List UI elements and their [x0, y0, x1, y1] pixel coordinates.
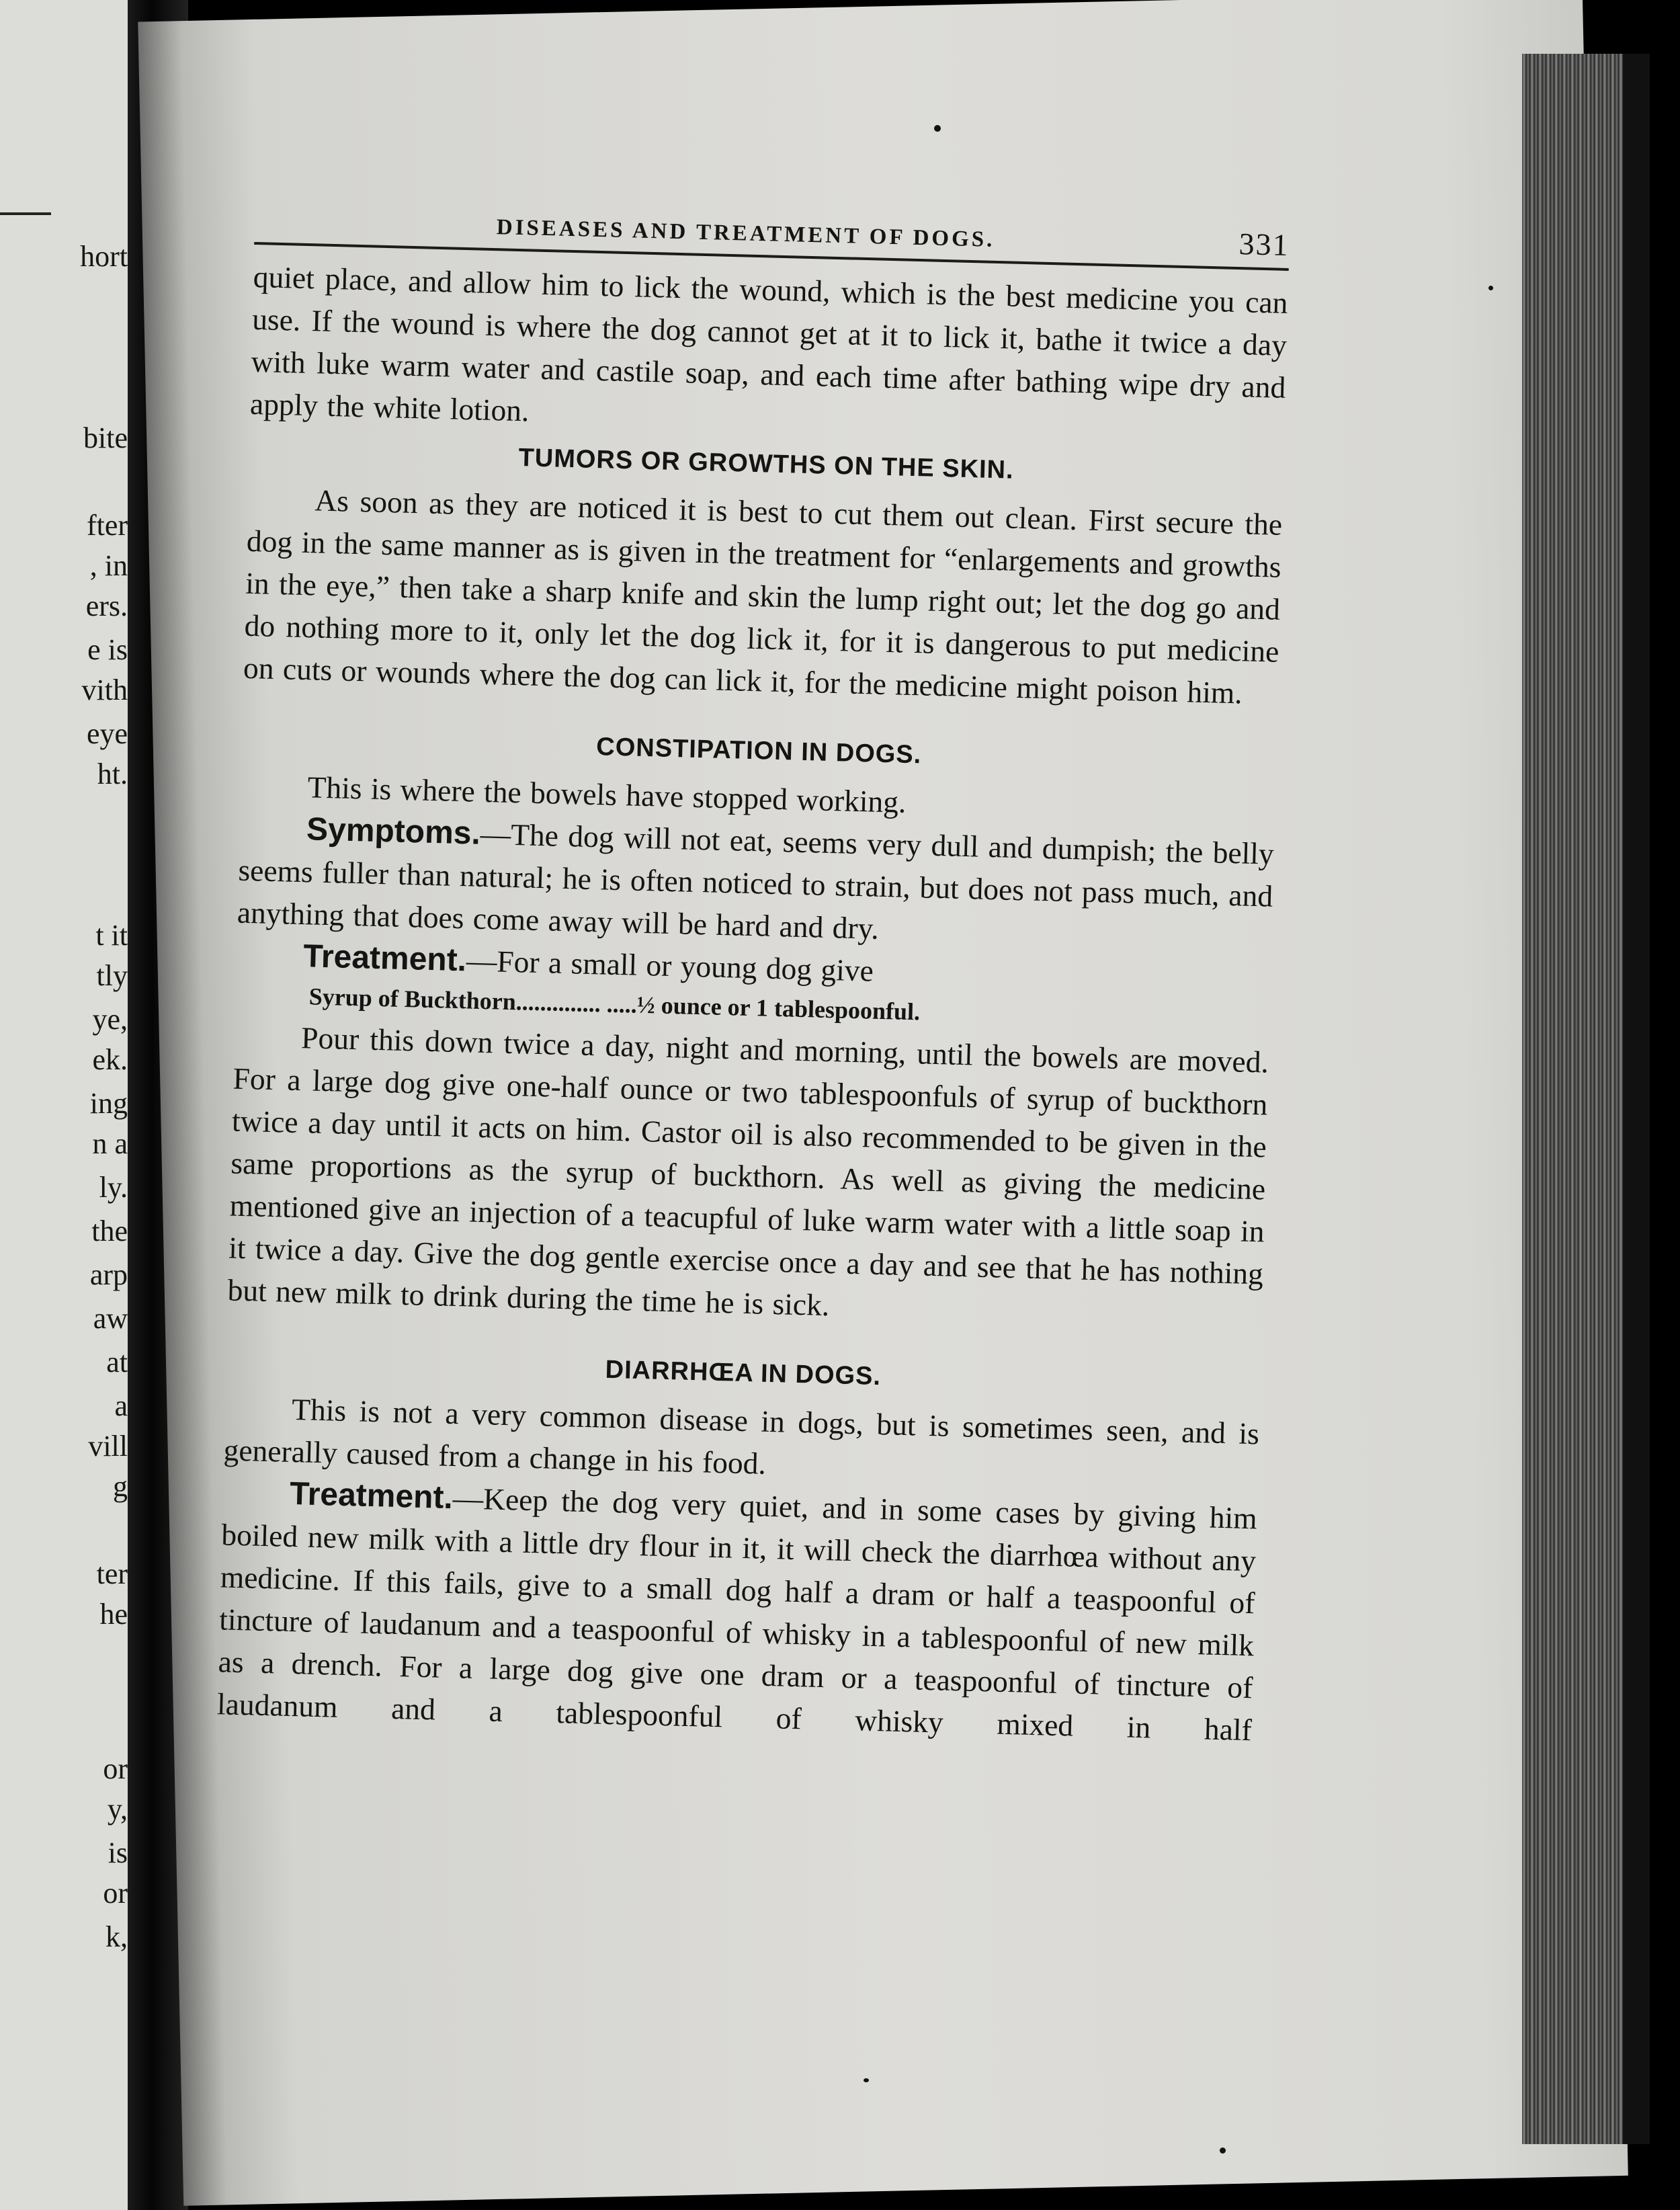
- left-page-fragment: a: [114, 1389, 128, 1422]
- left-page-fragment: is: [108, 1836, 128, 1869]
- left-page-fragments: [74, 0, 128, 2210]
- constipation-intro: This is where the bowels have stopped working.: [307, 770, 907, 819]
- symptoms-label: Symptoms.: [306, 811, 481, 852]
- ink-speck: [864, 2078, 869, 2082]
- left-page-margin: [0, 0, 128, 2210]
- ink-speck: [934, 125, 941, 132]
- left-page-fragment: vill: [88, 1430, 128, 1463]
- left-page-fragment: ers.: [85, 589, 128, 622]
- tumors-paragraph: As soon as they are noticed it is best to cut them out clean. First secure the dog in the same manner as is given in the treatment for “enlargements and growths in the eye,” then take a sharp knife and skin the lump right out; let the dog go and do nothing more to it, only let the dog lick it, for it is dangerous to put medicine on cuts or wounds where the dog can lick it, for the medicine might poison him.: [243, 483, 1283, 710]
- left-page-fragment: ter: [96, 1557, 128, 1590]
- heading-constipation: CONSTIPATION IN DOGS.: [595, 733, 922, 770]
- left-page-fragment: eye: [86, 717, 128, 750]
- left-page-fragment: ing: [89, 1087, 128, 1120]
- left-page-fragment: or: [103, 1877, 128, 1910]
- left-page-fragment: ye,: [92, 1003, 128, 1036]
- diarrhoea-intro: This is not a very common disease in dogs, but is sometimes seen, and is generally caused from a change in his food.: [223, 1391, 1260, 1481]
- symptoms-text: —The dog will not eat, seems very dull and dumpish; the belly seems fuller than natural; he is often noticed to strain, but does not pass much, and anything that does come away will be hard and dry.: [237, 816, 1275, 946]
- page-text: [216, 195, 1290, 1751]
- left-page-fragment: fter: [86, 509, 128, 542]
- constipation-treatment-label: Treatment.: [302, 938, 467, 979]
- left-page-fragment: , in: [89, 549, 128, 582]
- left-page-fragment: bite: [83, 421, 128, 454]
- constipation-directions: Pour this down twice a day, night and morning, until the bowels are moved. For a large dog give one-half ounce or two tablespoonfuls of syrup of buckthorn twice a day until it acts on him. Castor oil is also recommended to be given in the same proportions as the syrup of buckthorn. As well as giving the medicine mentioned give an injection of a teacupful of luke warm water with a little soap in it twice a day. Give the dog gentle exercise once a day and see that he has nothing but new milk to drink during the time he is sick.: [227, 1020, 1269, 1323]
- left-page-fragment: e is: [87, 633, 128, 666]
- running-head: DISEASES AND TREATMENT OF DOGS.: [496, 215, 995, 252]
- ink-speck: [1220, 2147, 1226, 2154]
- heading-diarrhoea: DIARRHŒA IN DOGS.: [605, 1355, 882, 1391]
- left-page-fragment: he: [99, 1598, 128, 1631]
- left-page-fragment: vith: [81, 673, 128, 706]
- left-page-fragment: k,: [106, 1920, 128, 1953]
- left-page-fragment: y,: [107, 1793, 128, 1826]
- left-page-fragment: hort: [80, 240, 128, 273]
- diarrhoea-treatment-paragraph: [216, 1471, 1257, 1751]
- left-page-fragment: or: [103, 1752, 128, 1785]
- left-page-fragment: ly.: [99, 1171, 128, 1204]
- heading-tumors: TUMORS OR GROWTHS ON THE SKIN.: [518, 444, 1015, 485]
- page-number: 331: [1238, 227, 1290, 262]
- left-page-fragment: the: [91, 1215, 128, 1247]
- recipe-line: Syrup of Buckthorn.............. .....½ ounce or 1 tablespoonful.: [308, 983, 921, 1026]
- diarrhoea-treatment-text: —Keep the dog very quiet, and in some cases by giving him boiled new milk with a little dry flour in it, it will check the diarrhœa without any medicine. If this fails, give to a small dog half a dram or half a teaspoonful of tincture of laudanum and a teaspoonful of whisky in a tablespoonful of new milk as a drench. For a large dog give one dram or a teaspoonful of tincture of laudanum and a tablespoonful of whisky mixed in half: [216, 1481, 1258, 1748]
- page-edges: [1522, 54, 1650, 2144]
- left-page-fragment: ek.: [92, 1043, 128, 1076]
- left-page-fragment: g: [113, 1470, 128, 1503]
- ink-speck: [1488, 286, 1493, 290]
- diarrhoea-treatment-label: Treatment.: [289, 1475, 454, 1516]
- symptoms-paragraph: [237, 807, 1274, 960]
- left-page-fragment: t it: [95, 919, 128, 952]
- left-page-rule: [0, 212, 51, 215]
- left-page-fragment: arp: [89, 1258, 128, 1291]
- constipation-treatment-text: —For a small or young dog give: [466, 943, 874, 988]
- opening-paragraph: quiet place, and allow him to lick the wound, which is the best medicine you can use. If the wound is where the dog cannot get at it to lick it, bathe it twice a day with luke warm water and castile soap, and each time after bathing wipe dry and apply the white lotion.: [249, 259, 1289, 428]
- left-page-fragment: ht.: [97, 758, 128, 790]
- left-page-fragment: n a: [92, 1127, 128, 1160]
- left-page-fragment: at: [106, 1346, 128, 1379]
- left-page-fragment: aw: [93, 1302, 128, 1335]
- left-page-fragment: tly: [96, 959, 128, 992]
